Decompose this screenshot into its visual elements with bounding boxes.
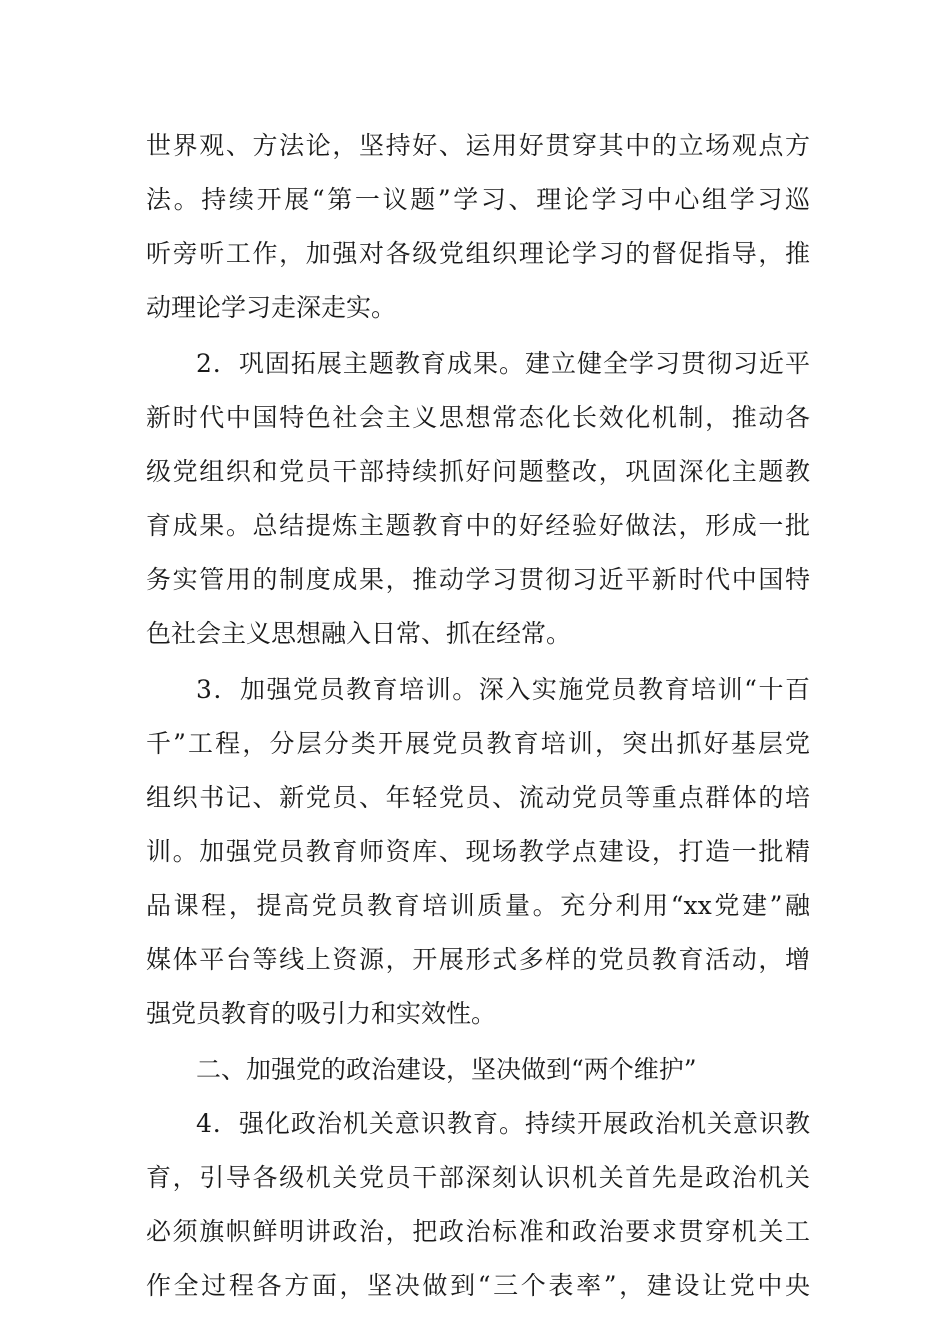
paragraph-start-line: 3．加强党员教育培训。深入实施党员教育培训“十百 [196,675,810,704]
text-line: 训。加强党员教育师资库、现场教学点建设，打造一批精 [146,837,810,866]
text-line: 品课程，提高党员教育培训质量。充分利用“xx党建”融 [146,891,810,920]
text-line: 法。持续开展“第一议题”学习、理论学习中心组学习巡 [146,185,810,214]
paragraph-start-line: 2．巩固拓展主题教育成果。建立健全学习贯彻习近平 [196,349,810,378]
text-line: 育，引导各级机关党员干部深刻认识机关首先是政治机关 [146,1163,810,1192]
text-line: 必须旗帜鲜明讲政治，把政治标准和政治要求贯穿机关工 [146,1217,810,1246]
text-line: 千”工程，分层分类开展党员教育培训，突出抓好基层党 [146,729,810,758]
text-line: 色社会主义思想融入日常、抓在经常。 [146,619,572,648]
text-line: 新时代中国特色社会主义思想常态化长效化机制，推动各 [146,403,810,432]
paragraph-start-line: 4．强化政治机关意识教育。持续开展政治机关意识教 [196,1109,810,1138]
text-line: 作全过程各方面，坚决做到“三个表率”，建设让党中央 [146,1271,810,1300]
text-line: 听旁听工作，加强对各级党组织理论学习的督促指导，推 [146,239,810,268]
section-heading: 二、加强党的政治建设，坚决做到“两个维护” [196,1055,697,1084]
text-line: 组织书记、新党员、年轻党员、流动党员等重点群体的培 [146,783,810,812]
text-line: 级党组织和党员干部持续抓好问题整改，巩固深化主题教 [146,457,810,486]
text-line: 育成果。总结提炼主题教育中的好经验好做法，形成一批 [146,511,810,540]
text-line: 强党员教育的吸引力和实效性。 [146,999,497,1028]
text-line: 世界观、方法论，坚持好、运用好贯穿其中的立场观点方 [146,131,810,160]
text-line: 务实管用的制度成果，推动学习贯彻习近平新时代中国特 [146,565,810,594]
text-line: 媒体平台等线上资源，开展形式多样的党员教育活动，增 [146,945,810,974]
text-line: 动理论学习走深走实。 [146,293,397,322]
